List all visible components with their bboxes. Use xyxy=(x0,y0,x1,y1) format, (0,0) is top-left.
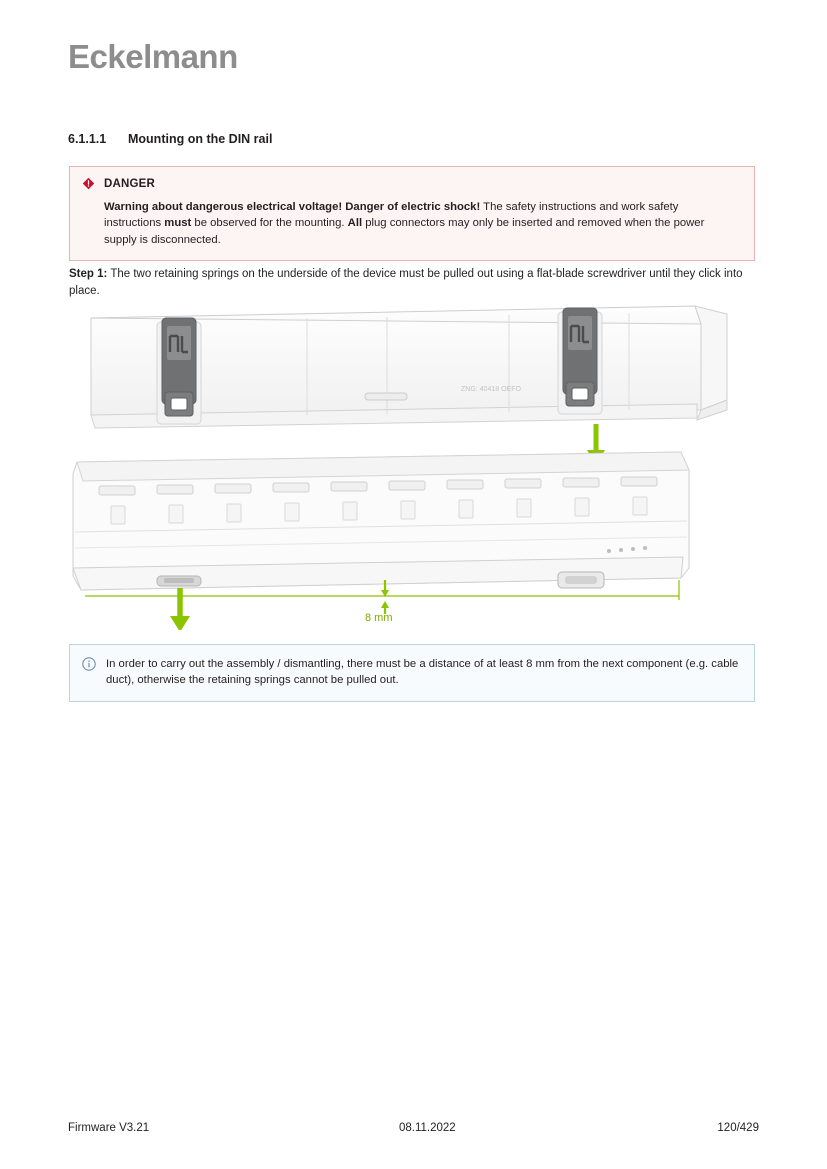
footer-firmware: Firmware V3.21 xyxy=(68,1122,150,1134)
dimension-label: 8 mm xyxy=(365,612,393,624)
step-label: Step 1: xyxy=(69,268,108,280)
danger-text-2: be observed for the mounting. xyxy=(191,217,348,230)
arrow-down-left xyxy=(170,588,190,630)
step-instruction xyxy=(69,266,759,299)
retaining-spring-right xyxy=(558,308,602,414)
danger-diamond-icon xyxy=(82,177,95,190)
page-footer xyxy=(68,1122,759,1134)
danger-bold-must: must xyxy=(164,217,192,230)
retaining-spring-right-extended xyxy=(558,572,604,588)
danger-text xyxy=(82,199,742,248)
retaining-spring-left xyxy=(157,318,201,424)
danger-header xyxy=(82,177,742,190)
retaining-spring-left-extended xyxy=(157,576,201,586)
section-number: 6.1.1.1 xyxy=(68,132,107,146)
company-logo: Eckelmann xyxy=(68,38,238,75)
danger-bold-all: All xyxy=(347,217,363,230)
info-circle-icon xyxy=(82,657,96,671)
danger-label: DANGER xyxy=(104,177,156,190)
device-underside-view xyxy=(73,452,689,590)
arrow-dimension-center xyxy=(381,580,389,614)
device-marking: ZNG: 40418 OEFO xyxy=(461,386,521,393)
danger-callout xyxy=(69,166,755,261)
section-title: Mounting on the DIN rail xyxy=(128,132,273,146)
danger-bold-lead: Warning about dangerous electrical voltage! Danger of electric shock! xyxy=(104,201,481,213)
page-title xyxy=(68,132,272,146)
device-front-view xyxy=(91,306,727,428)
step-body: The two retaining springs on the underside of the device must be pulled out using a flat-blade screwdriver until they click into place. xyxy=(69,268,743,297)
figure-svg xyxy=(69,300,759,630)
danger-text-3: plug connectors may only be inserted and removed when the power supply is disconnected. xyxy=(104,217,705,246)
info-callout xyxy=(69,644,755,702)
footer-date: 08.11.2022 xyxy=(398,1122,456,1134)
din-rail-mounting-illustration xyxy=(69,300,759,630)
danger-text-1: The safety instructions and work safety instructions xyxy=(104,201,679,230)
footer-page-number: 120/429 xyxy=(717,1122,759,1134)
info-text: In order to carry out the assembly / dismantling, there must be a distance of at least 8 mm from the next component (e.g. cable duct), otherwise the retaining springs cannot be pulled out. xyxy=(106,658,739,687)
